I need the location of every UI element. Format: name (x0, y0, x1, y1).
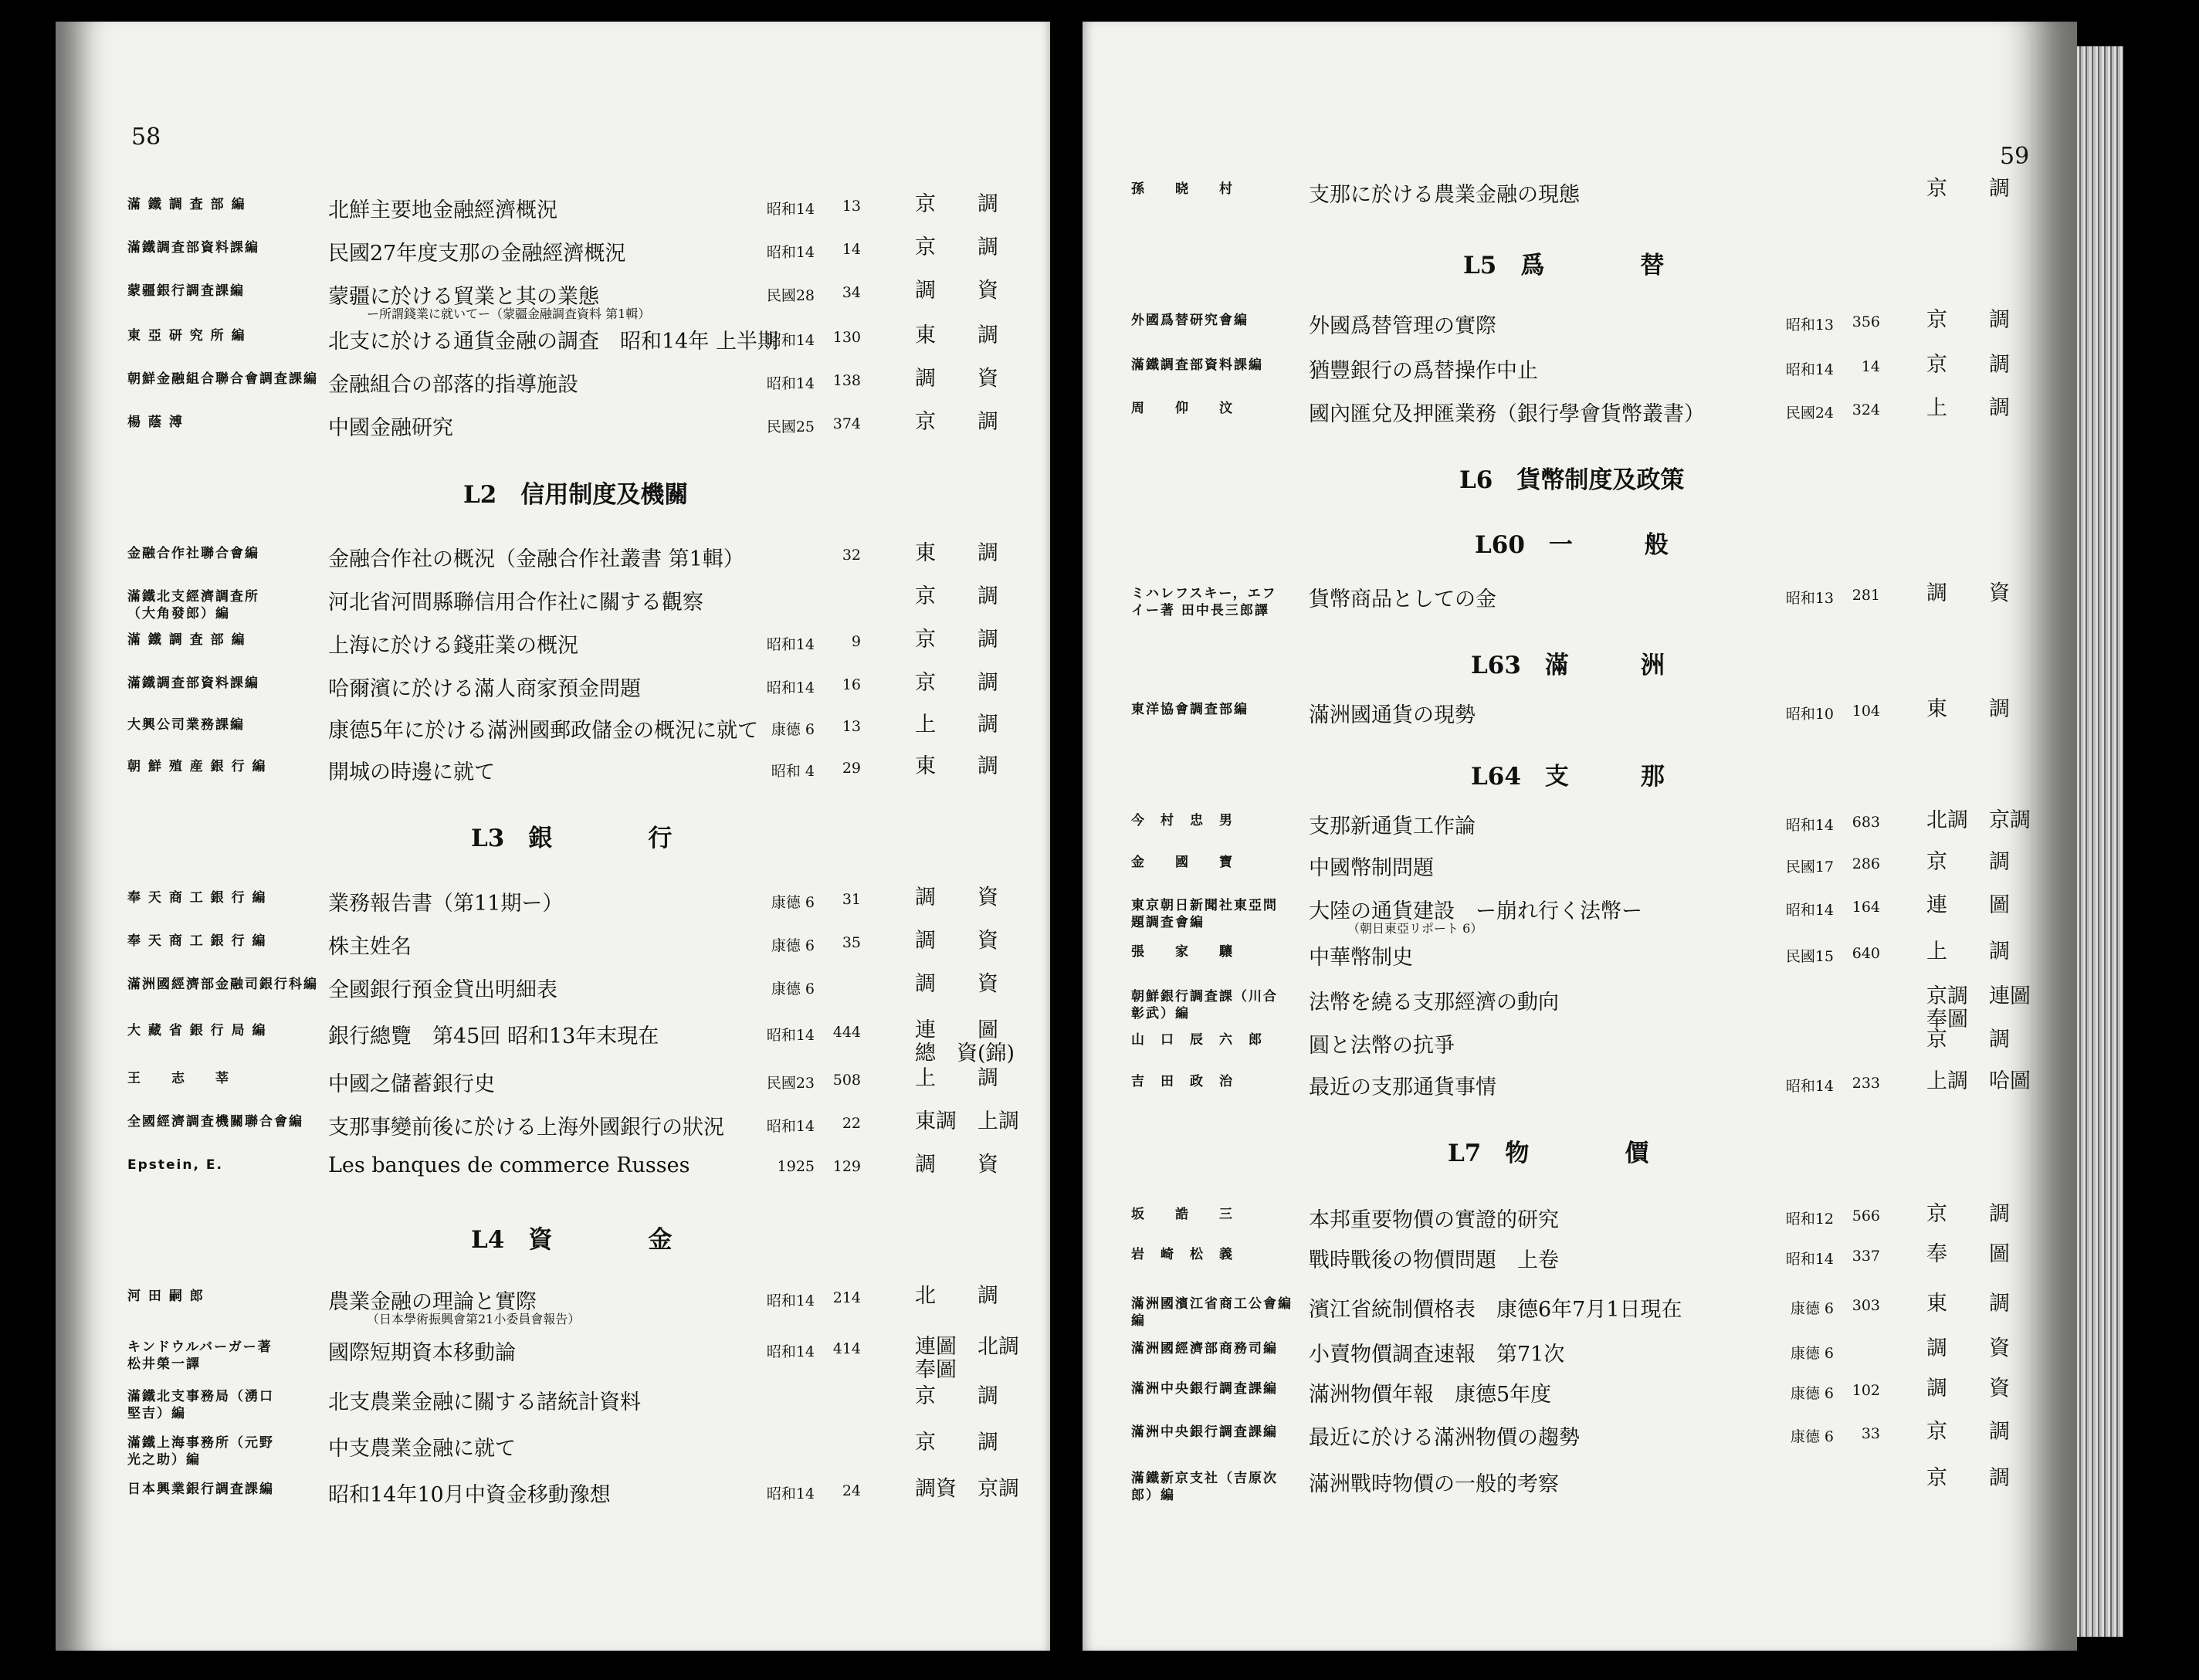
entry-title: 滿洲物價年報 康德5年度 (1309, 1383, 1552, 1407)
entry-library: 京調 連圖 奉圖 (1926, 984, 2031, 1031)
entry-title: 法幣を繞る支那經濟の動向 (1309, 991, 1559, 1014)
entry-row (127, 540, 1039, 582)
entry-pages: 566 (1852, 1208, 1880, 1224)
entry-title: 滿洲戰時物價の一般的考察 (1309, 1472, 1559, 1496)
section-heading: L7 物 價 (1448, 1140, 1649, 1167)
entry-author: 滿洲國經濟部金融司銀行科編 (127, 977, 318, 992)
entry-library: 調 資 (915, 367, 998, 391)
entry-row (1131, 307, 2027, 349)
entry-author: 楊 蔭 溥 (127, 415, 184, 430)
entry-author: 金融合作社聯合會編 (127, 546, 259, 561)
entry-date: 康德 6 (1790, 1428, 1834, 1445)
entry-date: 民國15 (1785, 948, 1834, 965)
entry-author: キンドウルバーガー著 松井榮一譯 (127, 1340, 273, 1372)
entry-row (1131, 581, 2027, 622)
entry-date: 昭和14 (1785, 817, 1834, 834)
entry-subtitle: （朝日東亞リポート 6） (1347, 921, 1483, 936)
entry-author: 滿洲國經濟部商務司編 (1131, 1341, 1278, 1357)
entry-pages: 374 (832, 415, 861, 432)
section-heading: L5 爲 替 (1463, 252, 1665, 279)
entry-pages: 356 (1852, 313, 1880, 330)
entry-title: 貨幣商品としての金 (1309, 588, 1496, 611)
entry-library: 上 調 (1926, 396, 2010, 420)
entry-row (127, 712, 1039, 754)
entry-date: 民國24 (1785, 405, 1834, 422)
section-heading: L63 滿 洲 (1471, 652, 1665, 679)
entry-pages: 34 (842, 284, 861, 301)
entry-date: 昭和14 (766, 1027, 815, 1044)
entry-library: 京 調 (915, 410, 998, 434)
entry-title: 國際短期資本移動論 (328, 1341, 516, 1365)
entry-library: 京 調 (915, 671, 998, 695)
entry-row (1131, 176, 2027, 218)
entry-library: 調 資 (1926, 581, 2010, 605)
entry-author: 滿鐵調査部資料課編 (127, 240, 259, 256)
entry-author: 日本興業銀行調査課編 (127, 1482, 274, 1497)
entry-date: 康德 6 (1790, 1345, 1834, 1362)
entry-row (127, 1152, 1039, 1194)
section-heading: L2 信用制度及機關 (463, 481, 689, 509)
entry-library: 上 調 (915, 713, 998, 737)
entry-pages: 24 (842, 1482, 861, 1499)
entry-title: 支那事變前後に於ける上海外國銀行の狀況 (328, 1116, 724, 1140)
entry-row (127, 928, 1039, 970)
entry-title: 蒙疆に於ける貿業と其の業態 (328, 285, 599, 309)
entry-title: 戰時戰後の物價問題 上卷 (1309, 1248, 1559, 1272)
entry-pages: 444 (832, 1024, 861, 1041)
entry-title: 銀行總覽 第45回 昭和13年末現在 (328, 1025, 659, 1048)
entry-library: 京 調 (1926, 850, 2010, 874)
entry-title: 中支農業金融に就て (328, 1437, 516, 1461)
entry-library: 京 調 (915, 1384, 998, 1408)
entry-author: Epstein, E. (127, 1157, 223, 1173)
entry-date: 昭和14 (766, 679, 815, 696)
entry-library: 調 資 (915, 1153, 998, 1177)
entry-pages: 130 (832, 329, 861, 346)
section-heading: L3 銀 行 (471, 825, 673, 852)
entry-date: 昭和14 (766, 201, 815, 218)
entry-title: 最近の支那通貨事情 (1309, 1075, 1496, 1099)
entry-author: 坂 誥 三 (1131, 1207, 1234, 1222)
entry-row (1131, 984, 2031, 1031)
section-heading: L4 資 金 (471, 1226, 673, 1254)
entry-pages: 31 (842, 891, 861, 908)
entry-author: 滿鐵北支經濟調査所 （大角發郎）編 (127, 589, 259, 622)
entry-library: 東 調 (915, 754, 998, 778)
entry-library: 京 調 (1926, 1420, 2010, 1444)
entry-date: 昭和13 (1785, 317, 1834, 334)
entry-author: 岩 崎 松 義 (1131, 1247, 1234, 1262)
entry-library: 京 調 (1926, 177, 2010, 201)
entry-date: 昭和13 (1785, 590, 1834, 607)
entry-pages: 508 (832, 1072, 861, 1089)
entry-author: 朝 鮮 殖 産 銀 行 編 (127, 759, 267, 774)
entry-author: 東京朝日新聞社東亞問 題調査會編 (1131, 898, 1278, 930)
entry-title: 外國爲替管理の實際 (1309, 314, 1496, 338)
entry-pages: 138 (832, 372, 861, 389)
entry-row (127, 971, 1039, 1013)
entry-library: 京 調 (1926, 1466, 2010, 1490)
entry-author: ミハレフスキー，エフ イー著 田中長三郎譯 (1131, 586, 1277, 618)
entry-row (1131, 849, 2027, 891)
entry-date: 1925 (777, 1158, 815, 1175)
entry-date: 昭和12 (1785, 1211, 1834, 1228)
entry-library: 京 調 (1926, 1202, 2010, 1226)
entry-row (1131, 1201, 2027, 1243)
entry-author: 大 藏 省 銀 行 局 編 (127, 1023, 267, 1038)
entry-author: 滿 鐵 調 査 部 編 (127, 632, 246, 648)
entry-author: 滿洲中央銀行調査課編 (1131, 1381, 1278, 1397)
entry-author: 全國經濟調査機關聯合會編 (127, 1114, 303, 1130)
entry-date: 昭和14 (1785, 361, 1834, 378)
entry-author: 滿鐵調査部資料課編 (1131, 357, 1263, 373)
entry-row (127, 1476, 1039, 1518)
entry-author: 今 村 忠 男 (1131, 813, 1234, 828)
entry-author: 金 國 寶 (1131, 855, 1234, 870)
entry-pages: 35 (842, 934, 861, 951)
entry-pages: 324 (1852, 401, 1880, 418)
entry-row (1131, 1069, 2031, 1110)
entry-library: 調 資 (1926, 1377, 2010, 1401)
entry-author: 大興公司業務課編 (127, 717, 245, 733)
entry-author: 外國爲替研究會編 (1131, 313, 1249, 328)
entry-title: 金融合作社の概況（金融合作社叢書 第1輯） (328, 547, 744, 571)
entry-subtitle: （日本學術振興會第21小委員會報告） (367, 1312, 581, 1326)
page-number: 58 (131, 124, 161, 151)
entry-date: 昭和14 (1785, 1078, 1834, 1095)
entry-row (1131, 1027, 2027, 1069)
entry-row (127, 670, 1039, 712)
entry-pages: 16 (842, 676, 861, 693)
entry-row (1131, 1291, 2027, 1333)
entry-date: 昭和14 (766, 1485, 815, 1502)
entry-library: 東 調 (1926, 1292, 2010, 1316)
entry-title: 大陸の通貨建設 ー崩れ行く法幣ー (1309, 899, 1642, 923)
entry-title: 小賣物價調査速報 第71次 (1309, 1343, 1565, 1367)
entry-library: 調 資 (915, 886, 998, 909)
entry-pages: 337 (1852, 1248, 1880, 1265)
entry-title: 河北省河間縣聯信用合作社に關する觀察 (328, 591, 703, 615)
entry-date: 康德 6 (771, 721, 815, 738)
entry-row (127, 278, 1039, 320)
entry-date: 康德 6 (771, 981, 815, 998)
entry-library: 京 調 (1926, 353, 2010, 377)
entry-title: 北鮮主要地金融經濟概況 (328, 198, 557, 222)
entry-date: 民國28 (766, 287, 815, 304)
entry-row (127, 235, 1039, 276)
entry-title: 支那に於ける農業金融の現態 (1309, 183, 1580, 207)
entry-row (127, 1065, 1039, 1107)
entry-author: 滿鐵北支事務局（湧口 堅吉）編 (127, 1389, 274, 1421)
entry-title: 濱江省統制價格表 康德6年7月1日現在 (1309, 1298, 1682, 1322)
entry-author: 王 志 莘 (127, 1071, 230, 1086)
entry-pages: 9 (851, 633, 861, 650)
entry-library: 東 調 (1926, 697, 2010, 721)
entry-pages: 102 (1852, 1382, 1880, 1399)
entry-library: 連圖 北調 奉圖 (915, 1335, 1019, 1382)
entry-title: 中國幣制問題 (1309, 856, 1434, 880)
entry-author: 奉 天 商 工 銀 行 編 (127, 933, 267, 949)
entry-pages: 214 (832, 1289, 861, 1306)
entry-pages: 29 (842, 760, 861, 777)
entry-library: 北調 京調 (1926, 808, 2031, 832)
entry-title: 圓と法幣の抗爭 (1309, 1034, 1455, 1058)
entry-author: 滿洲中央銀行調査課編 (1131, 1424, 1278, 1440)
page-edge (2077, 46, 2123, 1637)
entry-date: 昭和 4 (771, 763, 815, 780)
entry-title: 哈爾濱に於ける滿人商家預金問題 (328, 677, 641, 701)
page-number: 59 (2000, 143, 2030, 170)
entry-row (127, 627, 1039, 669)
entry-title: 猶豐銀行の爲替操作中止 (1309, 359, 1538, 383)
entry-pages: 414 (832, 1340, 861, 1357)
entry-author: 滿鐵調査部資料課編 (127, 676, 259, 691)
entry-author: 滿 鐵 調 査 部 編 (127, 197, 246, 212)
entry-row (127, 1109, 1039, 1150)
entry-author: 朝鮮金融組合聯合會調査課編 (127, 371, 318, 387)
entry-row (1131, 808, 2031, 849)
entry-row (127, 191, 1039, 233)
entry-row (1131, 696, 2027, 738)
entry-author: 山 口 辰 六 郎 (1131, 1032, 1263, 1048)
entry-title: 支那新通貨工作論 (1309, 815, 1476, 838)
entry-library: 連 圖 (1926, 893, 2010, 917)
entry-row (1131, 892, 2027, 934)
entry-row (127, 1384, 1039, 1425)
entry-date: 康德 6 (1790, 1385, 1834, 1402)
entry-date: 昭和14 (766, 332, 815, 349)
entry-library: 上 調 (915, 1066, 998, 1090)
entry-date: 民國23 (766, 1075, 815, 1092)
entry-title: 北支に於ける通貨金融の調査 昭和14年 上半期 (328, 330, 778, 354)
entry-author: 東 亞 研 究 所 編 (127, 328, 246, 344)
entry-library: 京 調 (915, 628, 998, 652)
entry-author: 滿鐵新京支社（吉原次 郎）編 (1131, 1471, 1278, 1503)
entry-title: 滿洲國通貨の現勢 (1309, 703, 1476, 727)
entry-title: 最近に於ける滿洲物價の趨勢 (1309, 1426, 1580, 1450)
entry-pages: 164 (1852, 899, 1880, 916)
entry-date: 康德 6 (771, 894, 815, 911)
entry-author: 吉 田 政 治 (1131, 1074, 1234, 1089)
entry-library: 調 資 (1926, 1336, 2010, 1360)
entry-title: 昭和14年10月中資金移動豫想 (328, 1483, 611, 1507)
entry-library: 東 調 (915, 323, 998, 347)
entry-library: 京 調 (1926, 1028, 2010, 1052)
entry-pages: 14 (842, 241, 861, 258)
entry-library: 京 調 (1926, 308, 2010, 332)
entry-row (1131, 1376, 2027, 1418)
entry-author: 滿鐵上海事務所（元野 光之助）編 (127, 1435, 274, 1468)
entry-library: 上調 哈圖 (1926, 1069, 2031, 1093)
entry-row (127, 366, 1039, 408)
entry-row (1131, 1336, 2027, 1377)
entry-row (127, 323, 1039, 364)
entry-subtitle: ー所謂錢業に就いてー（蒙疆金融調査資料 第1輯） (367, 307, 651, 321)
entry-row (127, 1430, 1039, 1472)
entry-pages: 104 (1852, 703, 1880, 720)
entry-date: 昭和14 (1785, 1251, 1834, 1268)
entry-date: 昭和14 (766, 636, 815, 653)
entry-library: 京 調 (915, 1431, 998, 1455)
entry-title: 北支農業金融に關する諸統計資料 (328, 1390, 641, 1414)
entry-row (127, 885, 1039, 926)
entry-author: 東洋協會調査部編 (1131, 702, 1249, 717)
entry-date: 民國17 (1785, 859, 1834, 876)
entry-row (127, 1283, 1039, 1325)
entry-pages: 303 (1852, 1297, 1880, 1314)
entry-title: 民國27年度支那の金融經濟概況 (328, 242, 626, 266)
entry-date: 昭和14 (766, 1343, 815, 1360)
entry-row (127, 584, 1039, 625)
entry-pages: 640 (1852, 945, 1880, 962)
entry-pages: 13 (842, 198, 861, 215)
entry-row (1131, 395, 2027, 437)
entry-library: 調資 京調 (915, 1477, 1019, 1501)
entry-author: 河 田 嗣 郎 (127, 1289, 205, 1304)
entry-date: 昭和10 (1785, 706, 1834, 723)
entry-author: 奉 天 商 工 銀 行 編 (127, 890, 267, 906)
entry-date: 昭和14 (766, 1292, 815, 1309)
entry-pages: 22 (842, 1115, 861, 1132)
entry-pages: 13 (842, 718, 861, 735)
entry-pages: 129 (832, 1158, 861, 1175)
entry-title: 業務報告書（第11期ー） (328, 892, 564, 916)
entry-row (1131, 1419, 2027, 1461)
entry-pages: 32 (842, 547, 861, 564)
entry-row (127, 754, 1039, 795)
entry-title: 上海に於ける錢莊業の概況 (328, 634, 578, 658)
entry-pages: 14 (1861, 358, 1880, 375)
entry-date: 康德 6 (771, 937, 815, 954)
entry-pages: 683 (1852, 814, 1880, 831)
entry-title: 全國銀行預金貸出明細表 (328, 978, 557, 1002)
entry-row (127, 409, 1039, 451)
entry-author: 滿洲國濱江省商工公會編 編 (1131, 1296, 1293, 1329)
entry-date: 昭和14 (766, 375, 815, 392)
entry-library: 上 調 (1926, 940, 2010, 964)
entry-row (127, 1018, 1039, 1065)
entry-library: 調 資 (915, 972, 998, 996)
entry-title: 中華幣制史 (1309, 946, 1413, 970)
entry-row (1131, 939, 2027, 981)
entry-row (127, 1334, 1039, 1382)
entry-pages: 233 (1852, 1075, 1880, 1092)
entry-library: 東調 上調 (915, 1109, 1019, 1133)
entry-title: 金融組合の部落的指導施設 (328, 373, 578, 397)
entry-library: 調 資 (915, 929, 998, 953)
entry-library: 京 調 (915, 192, 998, 216)
entry-title: 康德5年に於ける滿洲國郵政儲金の概況に就て (328, 719, 759, 743)
entry-title: 本邦重要物價の實證的研究 (1309, 1208, 1559, 1232)
entry-library: 調 資 (915, 279, 998, 303)
entry-date: 康德 6 (1790, 1300, 1834, 1317)
entry-library: 連 圖 總 資(錦) (915, 1018, 1015, 1065)
entry-author: 周 仰 汶 (1131, 401, 1234, 416)
entry-date: 民國25 (766, 418, 815, 435)
section-heading: L64 支 那 (1471, 763, 1665, 791)
entry-pages: 33 (1861, 1425, 1880, 1442)
entry-title: 農業金融の理論と實際 (328, 1290, 537, 1314)
entry-title: 國內匯兌及押匯業務（銀行學會貨幣叢書） (1309, 402, 1705, 426)
section-heading: L6 貨幣制度及政策 (1459, 466, 1685, 494)
entry-title: 中國之儲蓄銀行史 (328, 1072, 495, 1096)
entry-pages: 286 (1852, 855, 1880, 872)
entry-library: 北 調 (915, 1284, 998, 1308)
entry-library: 京 調 (915, 235, 998, 259)
entry-date: 昭和14 (766, 244, 815, 261)
entry-pages: 281 (1852, 587, 1880, 604)
section-heading: L60 一 般 (1475, 531, 1669, 559)
entry-library: 京 調 (915, 584, 998, 608)
entry-row (1131, 1241, 2027, 1283)
entry-author: 孫 晓 村 (1131, 181, 1234, 197)
entry-row (1131, 1465, 2027, 1507)
entry-title: Les banques de commerce Russes (328, 1153, 690, 1177)
entry-title: 中國金融研究 (328, 416, 453, 440)
entry-library: 奉 圖 (1926, 1242, 2010, 1266)
entry-author: 張 家 驤 (1131, 944, 1234, 960)
entry-row (1131, 352, 2027, 394)
entry-author: 朝鮮銀行調査課（川合 彰武）編 (1131, 989, 1278, 1021)
entry-author: 蒙疆銀行調査課編 (127, 283, 245, 299)
entry-library: 東 調 (915, 541, 998, 565)
entry-date: 昭和14 (766, 1118, 815, 1135)
entry-title: 株主姓名 (328, 935, 412, 959)
entry-date: 昭和14 (1785, 902, 1834, 919)
entry-title: 開城の時邊に就て (328, 760, 495, 784)
